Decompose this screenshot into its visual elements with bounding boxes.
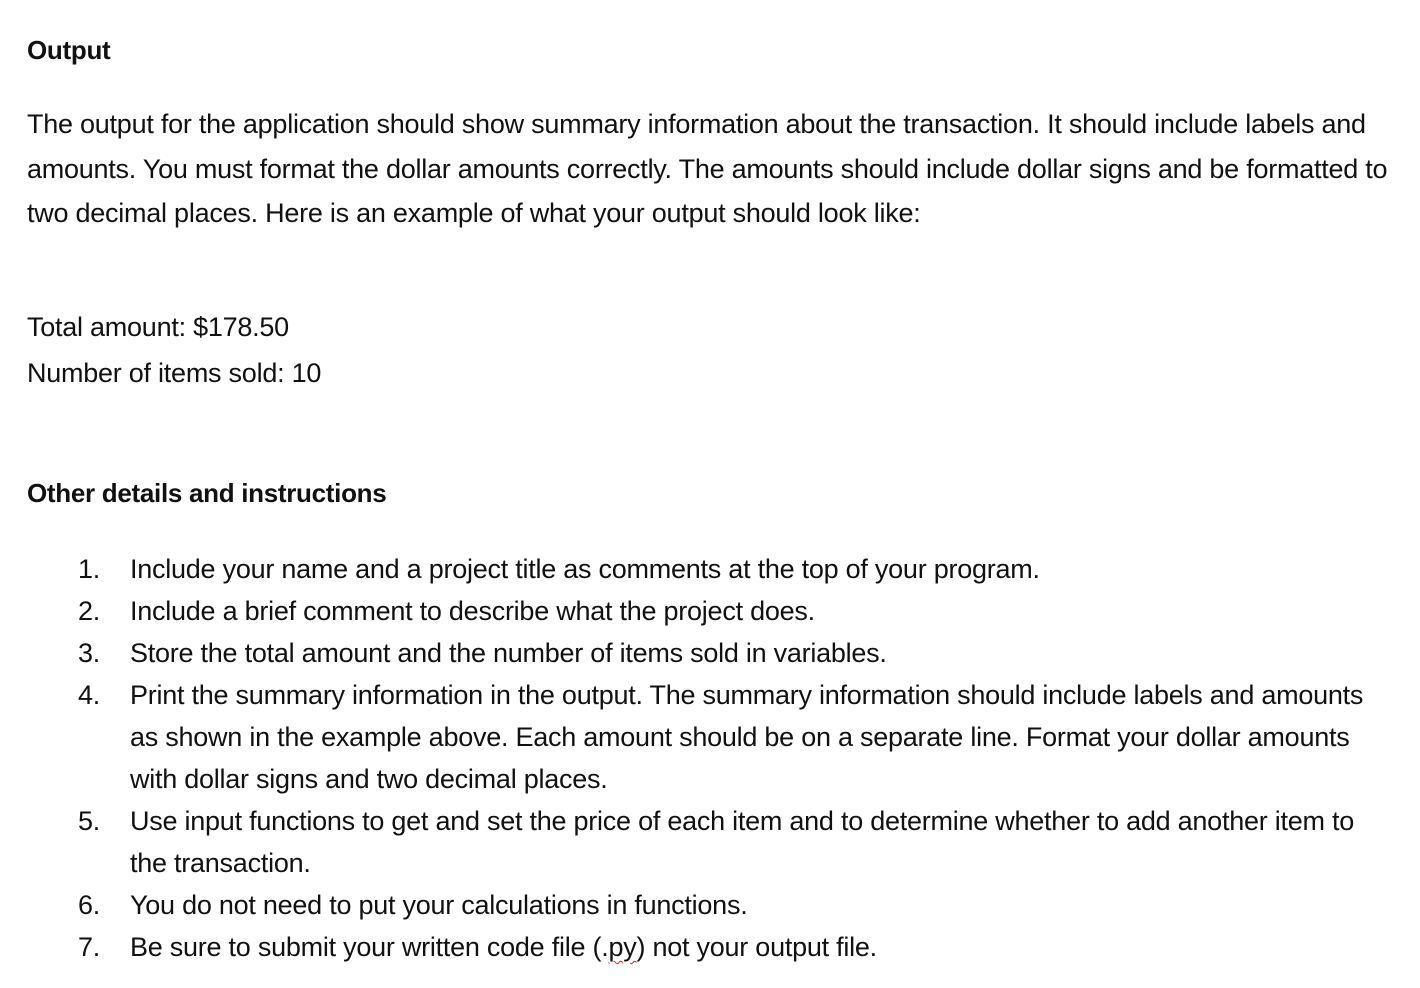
list-item (0, 632, 1420, 674)
spellcheck-marked-word: py (608, 932, 637, 962)
output-heading: Output (27, 35, 111, 65)
list-item-number: 3. (78, 638, 101, 668)
list-item-number: 4. (78, 680, 101, 710)
example-total-amount-line: Total amount: $178.50 (27, 312, 289, 342)
output-description-paragraph: The output for the application should show summary information about the transaction. It should include labels and amounts. You must format the dollar amounts correctly. The amounts should include dollar signs and be formatted to two decimal places. Here is an example of what your output should look like: (27, 109, 1388, 228)
list-item-number: 6. (78, 890, 101, 920)
list-item (0, 926, 1420, 968)
list-item-text (130, 926, 1390, 968)
list-item-number: 7. (78, 932, 101, 962)
list-item-text-after: ) not your output file. (636, 932, 877, 962)
list-item-number: 5. (78, 806, 101, 836)
list-item (0, 800, 1420, 884)
list-item-text: Store the total amount and the number of items sold in variables. (130, 638, 887, 668)
list-item (0, 548, 1420, 590)
list-item (0, 884, 1420, 926)
list-item-text: Include your name and a project title as comments at the top of your program. (130, 554, 1040, 584)
other-details-heading: Other details and instructions (27, 478, 387, 508)
list-item-text-before: Be sure to submit your written code file (. (130, 932, 609, 962)
list-item-number: 1. (78, 554, 101, 584)
list-item-text: You do not need to put your calculations in functions. (130, 890, 748, 920)
list-item-text: Use input functions to get and set the price of each item and to determine whether to add another item to the transaction. (130, 806, 1355, 878)
instructions-list (0, 548, 1420, 968)
example-items-sold-line: Number of items sold: 10 (27, 358, 322, 388)
list-item (0, 674, 1420, 800)
list-item-number: 2. (78, 596, 101, 626)
list-item-text: Print the summary information in the output. The summary information should include labels and amounts as shown in the example above. Each amount should be on a separate line. Format your dollar amounts with dollar signs and two decimal places. (130, 680, 1364, 794)
list-item-text: Include a brief comment to describe what the project does. (130, 596, 815, 626)
list-item (0, 590, 1420, 632)
